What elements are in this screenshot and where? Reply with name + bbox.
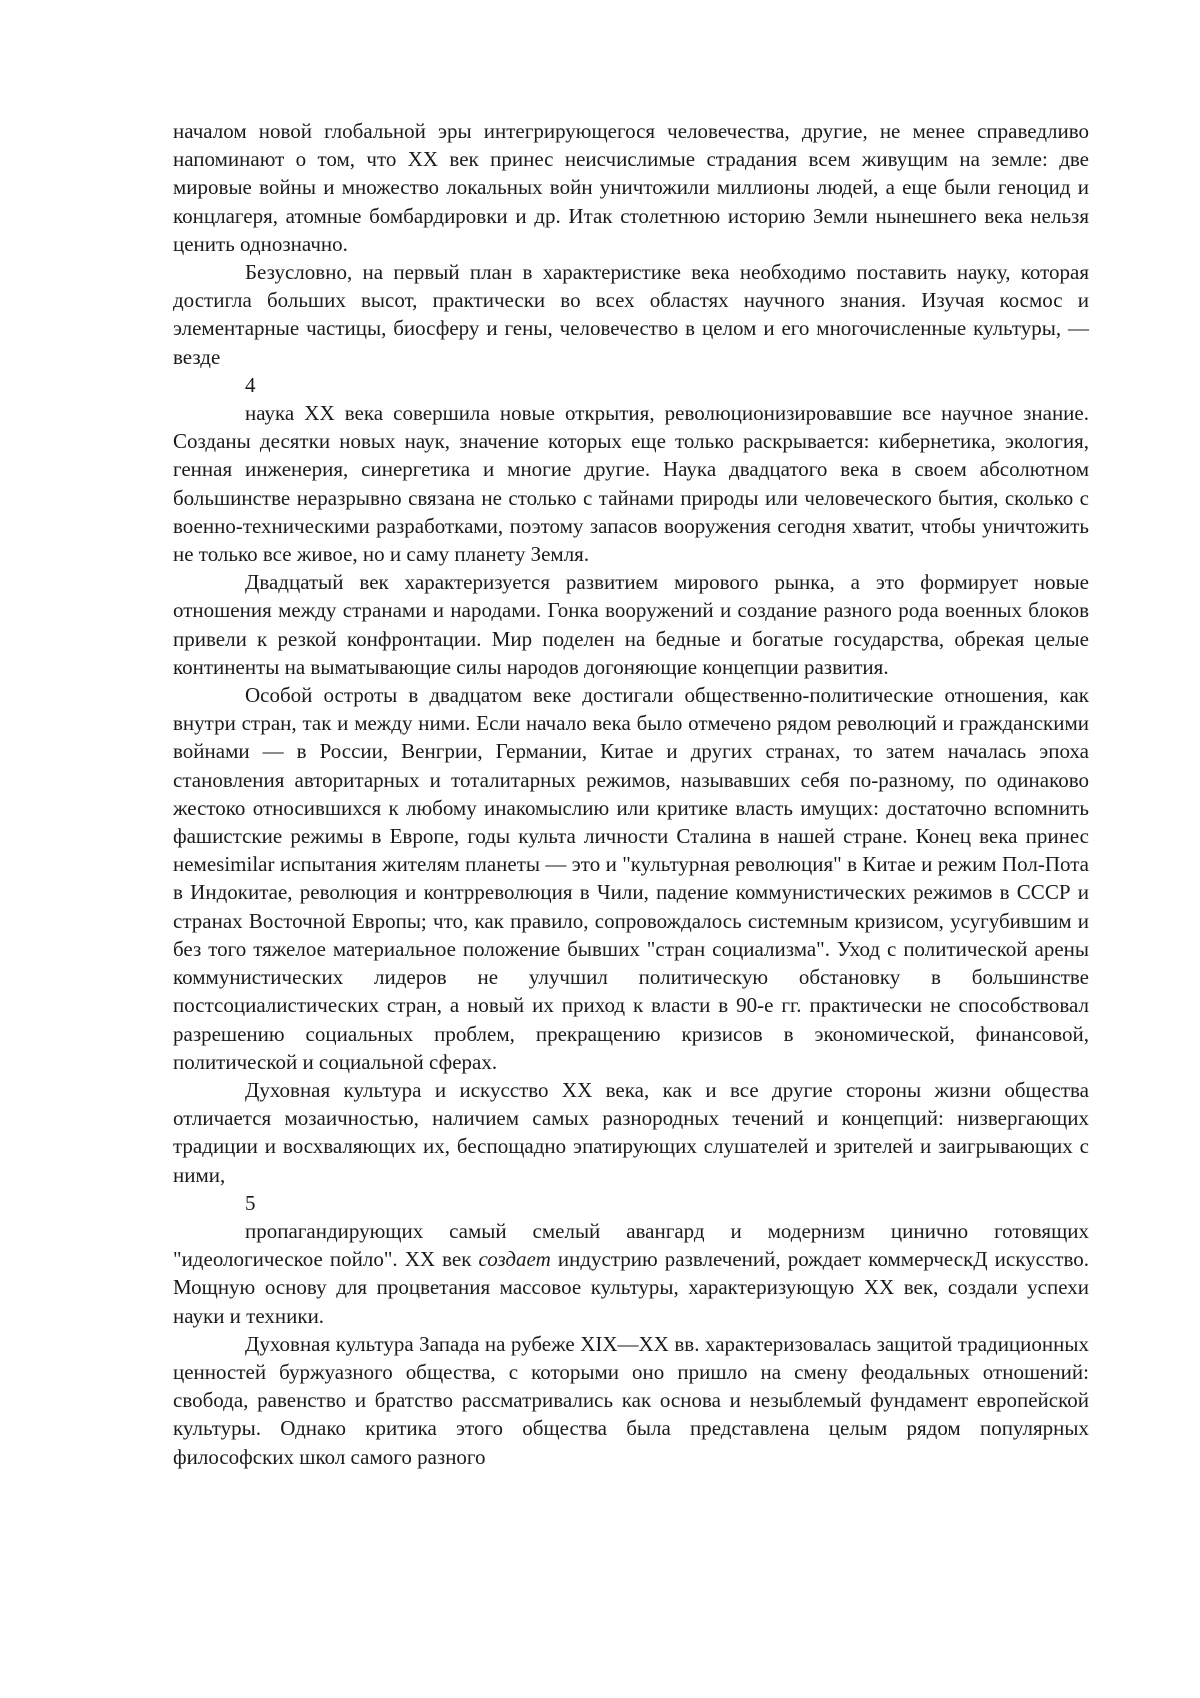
page-number-5: 5 [245,1190,256,1215]
paragraph-5: Особой остроты в двадцатом веке достигали общественно-политические отношения, как внутри стран, так и между ними. Если начало века было отмечено рядом революций и гражданскими войнами — в России, Венгрии, Германии, Китае и других странах, то затем началась эпоха становления авторитарных и тоталитарных режимов, называвших себя по-разному, по одинаково жестоко относившихся к любому инакомыслию или критике власть имущих: достаточно вспомнить фашистские режимы в Европе, годы культа личности Сталина в нашей стране. Конец века принес немеsimilar испытания жителям планеты — это и "культурная революция" в Китае и режим Пол-Пота в Индокитае, революция и контрреволюция в Чили, падение коммунистических режимов в СССР и странах Восточной Европы; что, как правило, сопровождалось системным кризисом, усугубившим и без того тяжелое материальное положение бывших "стран социализма". Уход с политической арены коммунистических лидеров не улучшил политическую обстановку в большинстве постсоциалистических стран, а новый их приход к власти в 90-е гг. практически не способствовал разрешению социальных проблем, прекращению кризисов в экономической, финансовой, политической и социальной сферах. [173,683,1089,1074]
document-text [173,117,1089,1471]
paragraph-4: Двадцатый век характеризуется развитием мирового рынка, а это формирует новые отношения между странами и народами. Гонка вооружений и создание разного рода военных блоков привели к резкой конфронтации. Мир поделен на бедные и богатые государства, обрекая целые континенты на выматывающие силы народов догоняющие концепции развития. [173,570,1089,679]
paragraph-7 [173,1217,1089,1330]
page-number-4: 4 [245,372,256,397]
paragraph-1: началом новой глобальной эры интегрирующегося человечества, другие, не менее справедливо напоминают о том, что XX век принес неисчислимые страдания всем живущим на земле: две мировые войны и множество локальных войн уничтожили миллионы людей, а еще были геноцид и концлагеря, атомные бомбардировки и др. Итак столетнюю историю Земли нынешнего века нельзя ценить однозначно. [173,119,1089,256]
paragraph-6: Духовная культура и искусство XX века, как и все другие стороны жизни общества отличается мозаичностью, наличием самых разнородных течений и концепций: низвергающих традиции и восхваляющих их, беспощадно эпатирующих слушателей и зрителей и заигрывающих с ними, [173,1077,1089,1187]
paragraph-3: наука XX века совершила новые открытия, революционизировавшие все научное знание. Созданы десятки новых наук, значение которых еще только раскрывается: кибернетика, экология, генная инженерия, синергетика и многие другие. Наука двадцатого века в своем абсолютном большинстве неразрывно связана не столько с тайнами природы или человеческого бытия, сколько с военно-техническими разработками, поэтому запасов вооружения сегодня хватит, чтобы уничтожить не только все живое, но и саму планету Земля. [173,401,1089,567]
paragraph-7-italic-word: создает [478,1247,551,1272]
paragraph-7-part-1: пропагандирующих самый смелый авангард и модернизм цинично готовящих "идеологическое пойло". XX век [173,1218,1089,1272]
paragraph-2: Безусловно, на первый план в характеристике века необходимо поставить науку, которая достигла больших высот, практически во всех областях научного знания. Изучая космос и элементарные частицы, биосферу и гены, человечество в целом и его многочисленные культуры, — везде [173,260,1089,369]
paragraph-7-part-2: индустрию развлечений, рождает коммерческД искусство. Мощную основу для процветания массовое культуры, характеризующую XX век, создали успехи науки и техники. [173,1247,1089,1328]
paragraph-8: Духовная культура Запада на рубеже XIX—XX вв. характеризовалась защитой традиционных ценностей буржуазного общества, с которыми оно пришло на смену феодальных отношений: свобода, равенство и братство рассматривались как основа и незыблемый фундамент европейской культуры. Однако критика этого общества была представлена целым рядом популярных философских школ самого разного [173,1331,1089,1469]
